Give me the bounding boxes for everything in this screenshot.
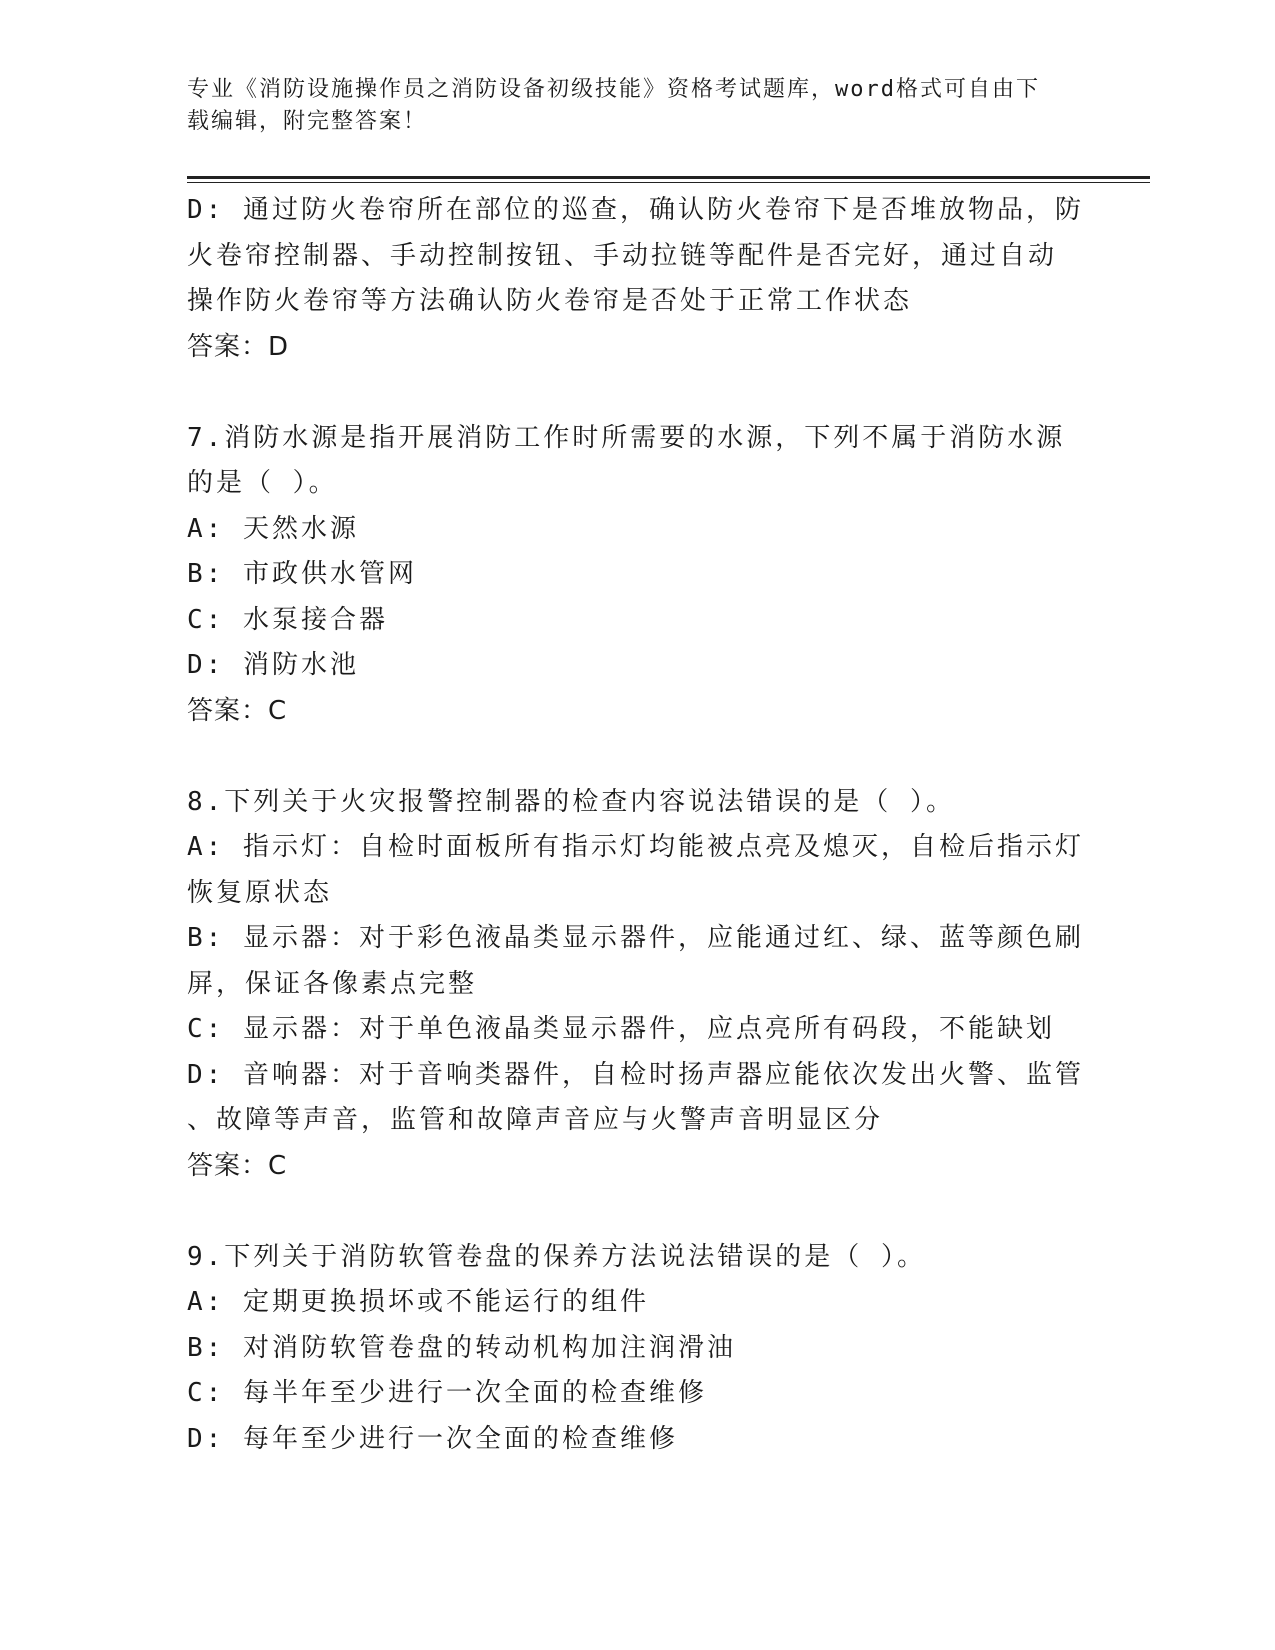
option-b: B: 对消防软管卷盘的转动机构加注润滑油 (187, 1332, 736, 1363)
document-header (187, 74, 1087, 138)
option-line: 屏，保证各像素点完整 (187, 968, 478, 999)
option-d-line: 火卷帘控制器、手动控制按钮、手动拉链等配件是否完好，通过自动 (187, 240, 1058, 271)
question-9 (187, 1235, 1077, 1463)
option-d: D: 每年至少进行一次全面的检查维修 (187, 1423, 678, 1454)
header-line-1: 专业《消防设施操作员之消防设备初级技能》资格考试题库，word格式可自由下 (187, 77, 1040, 102)
option-line: 恢复原状态 (187, 877, 333, 908)
answer-label: 答案：D (187, 331, 290, 362)
option-line: B: 显示器：对于彩色液晶类显示器件，应能通过红、绿、蓝等颜色刷 (187, 923, 1084, 953)
option-c: C: 水泵接合器 (187, 604, 388, 635)
question-stem: 8.下列关于火灾报警控制器的检查内容说法错误的是（ ）。 (187, 786, 955, 817)
option-a: A: 定期更换损坏或不能运行的组件 (187, 1287, 649, 1317)
spacer (187, 370, 1077, 416)
option-c: C: 每半年至少进行一次全面的检查维修 (187, 1378, 707, 1408)
option-d-line: 操作防火卷帘等方法确认防火卷帘是否处于正常工作状态 (187, 286, 913, 316)
option-line: 、故障等声音，监管和故障声音应与火警声音明显区分 (187, 1105, 884, 1135)
header-rule-thin (187, 182, 1150, 183)
header-line-2: 载编辑，附完整答案！ (187, 109, 428, 134)
option-line: C: 显示器：对于单色液晶类显示器件，应点亮所有码段，不能缺划 (187, 1014, 1055, 1044)
question-7 (187, 416, 1077, 735)
question-stem-line: 7.消防水源是指开展消防工作时所需要的水源，下列不属于消防水源 (187, 422, 1066, 453)
option-d-line: D: 通过防火卷帘所在部位的巡查，确认防火卷帘下是否堆放物品，防 (187, 195, 1084, 225)
option-d: D: 消防水池 (187, 650, 359, 680)
previous-question-tail (187, 188, 1084, 370)
option-line: D: 音响器：对于音响类器件，自检时扬声器应能依次发出火警、监管 (187, 1059, 1084, 1090)
header-rule-thick (187, 176, 1150, 179)
document-body (187, 188, 1084, 1462)
spacer (187, 1189, 1077, 1235)
question-stem: 9.下列关于消防软管卷盘的保养方法说法错误的是（ ）。 (187, 1241, 926, 1272)
spacer (187, 734, 1077, 780)
option-b: B: 市政供水管网 (187, 559, 417, 589)
option-line: A: 指示灯：自检时面板所有指示灯均能被点亮及熄灭，自检后指示灯 (187, 832, 1084, 862)
answer-label: 答案：C (187, 1150, 288, 1181)
option-a: A: 天然水源 (187, 513, 359, 544)
answer-label: 答案：C (187, 695, 288, 726)
question-stem-line: 的是（ ）。 (187, 468, 338, 498)
question-8 (187, 780, 1084, 1190)
